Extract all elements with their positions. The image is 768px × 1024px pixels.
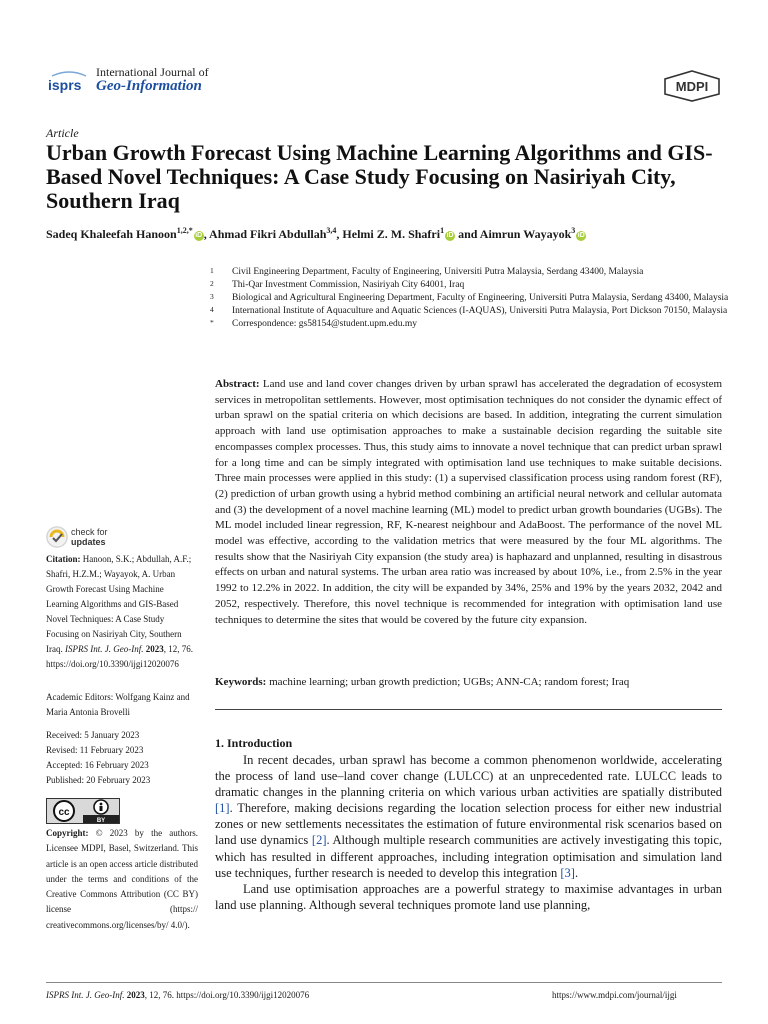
orcid-icon[interactable]: iD xyxy=(577,232,585,239)
svg-text:cc: cc xyxy=(58,807,70,818)
author-separator: , xyxy=(203,227,210,241)
citation-link[interactable]: [3] xyxy=(560,865,575,880)
journal-name-line1: International Journal of xyxy=(96,65,209,79)
mdpi-logo xyxy=(663,70,721,102)
affiliation-text: Correspondence: gs58154@student.upm.edu.my xyxy=(232,319,417,329)
cc-by-license-icon[interactable] xyxy=(46,798,120,824)
affiliation-text: Civil Engineering Department, Faculty of Engineering, Universiti Putra Malaysia, Serdang 43400, Malaysia xyxy=(232,267,644,277)
keywords xyxy=(215,676,722,688)
author-name[interactable]: Sadeq Khaleefah Hanoon xyxy=(46,227,177,241)
affiliation-text: International Institute of Aquaculture and Aquatic Sciences (I-AQUAS), Universiti Putra Malaysia, Port Dickson 70150, Malaysia xyxy=(232,306,728,316)
orcid-icon[interactable]: iD xyxy=(446,232,454,239)
footer-divider xyxy=(46,982,722,983)
affiliation-item xyxy=(210,292,730,305)
svg-text:BY: BY xyxy=(96,818,106,824)
isprs-logo xyxy=(46,70,92,94)
journal-name-line2: Geo-Information xyxy=(96,78,202,94)
author-affiliation-marker: 3,4 xyxy=(326,226,337,235)
footer-citation: ISPRS Int. J. Geo-Inf. 2023, 12, 76. https://doi.org/10.3390/ijgi12020076 xyxy=(46,990,310,1000)
section-divider xyxy=(215,709,722,710)
author-name[interactable]: Ahmad Fikri Abdullah xyxy=(209,227,327,241)
author-name[interactable]: Helmi Z. M. Shafri xyxy=(342,227,441,241)
affiliation-number: * xyxy=(210,318,214,327)
mdpi-logo-text: MDPI xyxy=(675,79,709,94)
check-for-updates-button[interactable] xyxy=(46,526,156,550)
date-item: Received: 5 January 2023 xyxy=(46,730,140,740)
isprs-logo-text: isprs xyxy=(48,77,82,93)
author-separator: and xyxy=(455,227,480,241)
citation-label: Citation: xyxy=(46,554,81,564)
date-item: Accepted: 16 February 2023 xyxy=(46,760,149,770)
article-type: Article xyxy=(46,126,79,140)
author-affiliation-marker: 1 xyxy=(440,226,445,235)
footer-journal-link[interactable]: https://www.mdpi.com/journal/ijgi xyxy=(552,990,677,1000)
check-updates-icon xyxy=(46,526,68,548)
affiliation-item xyxy=(210,266,730,279)
section-heading: 1. Introduction xyxy=(215,736,293,750)
copyright-block: Copyright: © 2023 by the authors. Licensee MDPI, Basel, Switzerland. This article is an open access article distributed under the terms and conditions of the Creative Commons Attribution (CC BY) license (https:// creativecommons.org/licenses/by/ 4.0/). xyxy=(46,828,199,930)
date-item: Published: 20 February 2023 xyxy=(46,775,151,785)
orcid-icon[interactable]: iD xyxy=(195,232,203,239)
affiliation-item xyxy=(210,279,730,292)
affiliation-text: Biological and Agricultural Engineering Department, Faculty of Engineering, Universiti Putra Malaysia, Serdang 43400, Malaysia xyxy=(232,293,729,303)
abstract-label: Abstract: xyxy=(215,378,260,390)
affiliation-number: 3 xyxy=(210,292,214,301)
paper-title: Urban Growth Forecast Using Machine Learning Algorithms and GIS-Based Novel Techniques: A Case Study Focusing on Nasiriyah City, Southern Iraq xyxy=(46,140,713,213)
keywords-text: machine learning; urban growth prediction; UGBs; ANN-CA; random forest; Iraq xyxy=(269,676,630,688)
affiliation-number: 2 xyxy=(210,279,214,288)
affiliation-item xyxy=(210,305,730,318)
intro-paragraph: In recent decades, urban sprawl has become a common phenomenon worldwide, accelerating the process of land use–land cover change (LULCC) at an unprecedented rate. LULCC leads to dramatic changes in the planning criteria on which various urban activities are spatially distributed [1]. Therefore, making decisions regarding the location selection process for either new industrial zones or new settlements necessitates the estimation of future environmental risk scenarios based on land use dynamics [2]. Although multiple research communities are actively investigating this topic, which has resulted in different approaches, including integration optimisation and simulation land use techniques, further research is needed to develop this integration [3]. xyxy=(215,753,723,880)
author-list xyxy=(46,226,736,242)
citation-block: Citation: Hanoon, S.K.; Abdullah, A.F.; Shafri, H.Z.M.; Wayayok, A. Urban Growth Forecast Using Machine Learning Algorithms and GIS-Based Novel Techniques: A Case Study Focusing on Nasiriyah City, Southern Iraq. ISPRS Int. J. Geo-Inf. 2023, 12, 76. https://doi.org/10.3390/ijgi12020076 xyxy=(46,554,193,669)
abstract xyxy=(215,377,722,628)
affiliation-number: 4 xyxy=(210,305,214,314)
intro-paragraph: Land use optimisation approaches are a powerful strategy to maximise advantages in urban land use planning. Although several techniques promote land use planning, xyxy=(215,881,722,912)
copyright-label: Copyright: xyxy=(46,828,89,838)
intro-body xyxy=(215,752,722,913)
check-updates-label: check for xyxy=(71,527,108,537)
citation-link[interactable]: [2] xyxy=(311,833,327,848)
citation-link[interactable]: [1] xyxy=(215,801,230,816)
check-updates-label-bold: updates xyxy=(71,537,106,547)
author-name[interactable]: Aimrun Wayayok xyxy=(479,227,572,241)
author-affiliation-marker: 3 xyxy=(571,226,576,235)
keywords-label: Keywords: xyxy=(215,676,267,688)
affiliation-text: Thi-Qar Investment Commission, Nasiriyah City 64001, Iraq xyxy=(232,280,465,290)
affiliations xyxy=(210,266,730,331)
dates-block xyxy=(46,728,196,788)
abstract-text: Land use and land cover changes driven by urban sprawl has accelerated the degradation of ecosystem services in metropolitan settlements. However, most optimisation techniques do not consider the dynamic effect of urban sprawl on the spatial criteria on which decisions are based. In addition, integrating the current simulation approach with land use optimisation approaches to make a sustainable decision regarding the suitable site encompasses complex processes. Thus, this study aims to innovate a novel technique that can predict urban sprawl for a long time and can be simply integrated with optimisation land use techniques to make suitable decisions. Three main processes were applied in this study: (1) a supervised classification process using random forest (RF), (2) prediction of urban growth using a hybrid method combining an artificial neural network and cellular automata and (3) the development of a novel machine learning (ML) model to predict urban growth boundaries (UGBs). The ML model included linear regression, RF, K-nearest neighbour and AdaBoost. The performance of the novel ML model was effective, according to the validation metrics that were measured by the four ML algorithms. The results show that the Nasiriyah City expansion (the study area) is haphazard and unplanned, resulting in disastrous effects on urban and natural systems. The urban area ratio was increased by about 10%, i.e., from 2.5% in the year 1992 to 12.2% in 2022. In addition, the city will be expanded by 34%, 25% and 19% by the years 2032, 2042 and 2052, respectively. Therefore, this novel technique is recommended for integration with optimisation land use techniques to determine the sites that would be covered by the future city expansion. xyxy=(215,378,723,626)
affiliation-item xyxy=(210,318,730,331)
academic-editors: Academic Editors: Wolfgang Kainz and Maria Antonia Brovelli xyxy=(46,692,190,717)
author-separator: , xyxy=(336,227,343,241)
date-item: Revised: 11 February 2023 xyxy=(46,745,144,755)
affiliation-number: 1 xyxy=(210,266,214,275)
author-affiliation-marker: 1,2,* xyxy=(176,226,193,235)
